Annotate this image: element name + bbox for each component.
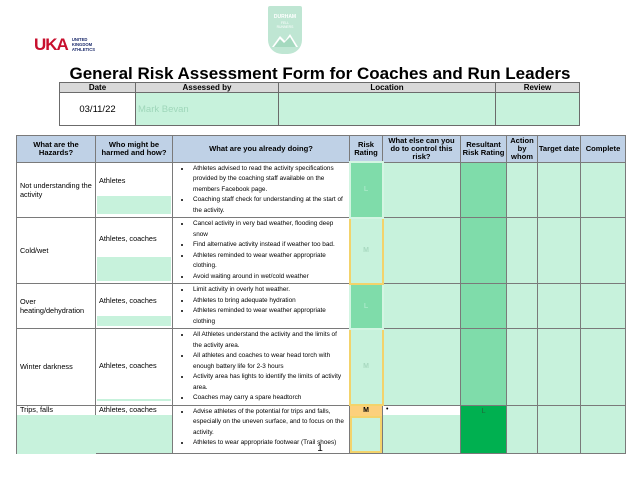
hazard-cell: Winter darkness — [17, 329, 96, 406]
risk-rating-value: M — [350, 406, 382, 416]
who-text: Athletes, coaches — [99, 233, 157, 243]
durham-logo-subtitle: FELL RUNNERS — [276, 21, 294, 29]
risk-rating-cell[interactable]: L — [350, 162, 383, 218]
who-cell — [96, 284, 173, 329]
resultant-rating-cell[interactable] — [461, 162, 507, 218]
table-row — [17, 218, 626, 284]
assessed-by-field[interactable]: Mark Bevan — [136, 93, 279, 126]
target-date-cell[interactable] — [538, 162, 581, 218]
col-target-date: Target date — [538, 136, 581, 163]
risk-rating-cell[interactable]: M — [350, 329, 383, 406]
who-cell — [96, 162, 173, 218]
what-else-bullet: • — [386, 405, 389, 413]
hazard-cell: Over heating/dehydration — [17, 284, 96, 329]
target-date-cell[interactable] — [538, 329, 581, 406]
who-text: Athletes, coaches — [99, 360, 157, 370]
what-else-cell[interactable] — [383, 329, 461, 406]
col-action-by: Action by whom — [507, 136, 538, 163]
who-text: Athletes, coaches — [99, 296, 157, 305]
complete-cell[interactable] — [581, 162, 626, 218]
doing-cell — [173, 218, 350, 284]
target-date-cell[interactable] — [538, 284, 581, 329]
action-by-cell[interactable] — [507, 284, 538, 329]
doing-item: • All athletes and coaches to wear head torch with enough battery life for 2-3 hours — [191, 351, 345, 372]
review-label: Review — [496, 83, 580, 93]
action-by-cell[interactable] — [507, 162, 538, 218]
doing-item: • Athletes to bring adequate hydration — [191, 296, 345, 307]
doing-item: • All Athletes understand the activity and the limits of the activity area. — [191, 330, 345, 351]
doing-item: • Avoid waiting around in wet/cold weather — [191, 272, 345, 283]
who-input[interactable] — [97, 257, 171, 281]
resultant-rating-cell[interactable]: L — [461, 405, 507, 454]
assessment-header-table — [59, 82, 580, 126]
page-number: 1 — [317, 443, 323, 454]
action-by-cell[interactable] — [507, 329, 538, 406]
doing-item: • Athletes reminded to wear weather appropriate clothing. — [191, 251, 345, 272]
durham-fell-runners-logo — [268, 6, 302, 54]
doing-item: • Athletes to wear appropriate footwear (Trail shoes) — [191, 438, 345, 449]
resultant-rating-cell[interactable] — [461, 284, 507, 329]
table-row — [17, 284, 626, 329]
doing-cell — [173, 284, 350, 329]
hazard-cell: Cold/wet — [17, 218, 96, 284]
action-by-cell[interactable] — [507, 218, 538, 284]
assessed-by-label: Assessed by — [136, 83, 279, 93]
uka-logo — [34, 36, 95, 53]
who-input[interactable] — [97, 196, 171, 214]
resultant-rating-cell[interactable] — [461, 218, 507, 284]
durham-logo-title: DURHAM — [273, 14, 297, 20]
uka-logo-text: UNITED KINGDOM ATHLETICS — [71, 37, 96, 52]
who-input[interactable] — [97, 399, 171, 401]
risk-rating-cell[interactable]: L — [350, 284, 383, 329]
mountain-icon — [272, 33, 298, 47]
hazard-cell: Not understanding the activity — [17, 162, 96, 218]
doing-item: • Athletes advised to read the activity specifications provided by the coaching staff available on the members Facebook page. — [191, 164, 345, 196]
risk-rating-cell[interactable]: M — [350, 218, 383, 284]
doing-item: • Limit activity in overly hot weather. — [191, 285, 345, 296]
col-risk-rating: Risk Rating — [350, 136, 383, 163]
page-title: General Risk Assessment Form for Coaches and Run Leaders — [69, 64, 571, 83]
uka-logo-mark: UKA — [34, 35, 68, 54]
doing-cell — [173, 162, 350, 218]
who-cell — [96, 329, 173, 406]
location-label: Location — [279, 83, 496, 93]
doing-cell — [173, 329, 350, 406]
col-who-harmed: Who might be harmed and how? — [96, 136, 173, 163]
date-field[interactable]: 03/11/22 — [60, 93, 136, 126]
review-field[interactable] — [496, 93, 580, 126]
header-labels-row — [60, 83, 580, 93]
table-row — [17, 162, 626, 218]
what-else-cell[interactable] — [383, 284, 461, 329]
doing-item: • Coaches may carry a spare headtorch — [191, 393, 345, 404]
who-text: Athletes, coaches — [99, 404, 157, 414]
col-already-doing: What are you already doing? — [173, 136, 350, 163]
col-resultant-rating: Resultant Risk Rating — [461, 136, 507, 163]
location-field[interactable] — [279, 93, 496, 126]
col-complete: Complete — [581, 136, 626, 163]
col-what-else: What else can you do to control this risk? — [383, 136, 461, 163]
risk-assessment-table — [16, 135, 626, 454]
doing-item: • Coaching staff check for understanding at the start of the activity. — [191, 195, 345, 216]
table-row — [17, 329, 626, 406]
date-label: Date — [60, 83, 136, 93]
doing-item: • Cancel activity in very bad weather, flooding deep snow — [191, 219, 345, 240]
who-input[interactable] — [97, 316, 171, 326]
header-values-row — [60, 93, 580, 126]
complete-cell[interactable] — [581, 218, 626, 284]
complete-cell[interactable] — [581, 284, 626, 329]
who-cell — [96, 218, 173, 284]
doing-item: • Activity area has lights to identify the limits of activity area. — [191, 372, 345, 393]
resultant-rating-cell[interactable] — [461, 329, 507, 406]
what-else-cell[interactable] — [383, 218, 461, 284]
target-date-cell[interactable] — [538, 218, 581, 284]
hazard-text: Trips, falls — [20, 404, 53, 414]
doing-item: • Find alternative activity instead if weather too bad. — [191, 240, 345, 251]
doing-item: • Advise athletes of the potential for trips and falls, especially on the uneven surface, and to focus on the activity. — [191, 407, 345, 439]
what-else-cell[interactable] — [383, 162, 461, 218]
doing-item: • Athletes reminded to wear weather appropriate clothing — [191, 306, 345, 327]
table-header-row — [17, 136, 626, 163]
who-text: Athletes — [99, 175, 126, 185]
complete-cell[interactable] — [581, 329, 626, 406]
col-hazards: What are the Hazards? — [17, 136, 96, 163]
